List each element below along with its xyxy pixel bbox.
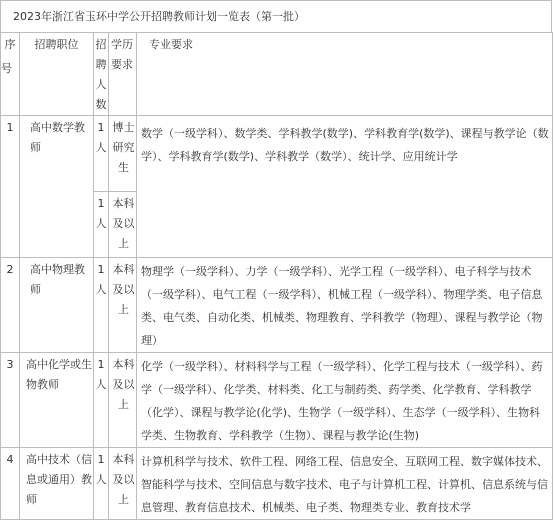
- row-no: [1, 116, 20, 258]
- row-no-text: 3: [6, 358, 14, 371]
- row-major: [137, 448, 553, 520]
- row-no: [1, 353, 20, 448]
- row-position: [20, 353, 94, 448]
- table-row: [1, 116, 553, 192]
- row-major-text: 计算机科学与技术、软件工程、网络工程、信息安全、互联网工程、数字媒体技术、智能科学与技术、空间信息与数字技术、电子与计算机工程、计算机、信息系统与信息管理、教育信息技术、机械类、电子类、物理类专业、教育技术学: [141, 455, 548, 514]
- row-education: [109, 353, 137, 448]
- row-sub-education-text: 本科及以上: [112, 197, 135, 250]
- row-major: [137, 353, 553, 448]
- header-education-text: 学历要求: [111, 38, 133, 71]
- header-major-text: 专业要求: [149, 38, 193, 51]
- recruitment-table: [0, 32, 553, 520]
- header-row: [1, 33, 553, 116]
- row-major-text: 数学（一级学科）、数学类、学科教学(数学)、学科教育学(数学)、课程与教学论（数学）、学科教育学(数学)、学科教学（数学）、统计学、应用统计学: [141, 127, 549, 163]
- row-no-text: 4: [6, 453, 14, 466]
- row-count: [94, 448, 109, 520]
- row-no-text: 2: [6, 263, 14, 276]
- row-position-text: 高中数学教师: [30, 121, 85, 154]
- header-no-top: 序: [4, 38, 16, 51]
- row-major-text: 物理学（一级学科）、力学（一级学科）、光学工程（一级学科）、电子科学与技术（一级学科）、电气工程（一级学科）、机械工程（一级学科）、物理学类、电子信息类、电气类、自动化类、机械类、物理教育、学科教学（物理）、课程与教学论（物理）: [141, 265, 543, 347]
- header-position: [20, 33, 94, 116]
- table-row: [1, 353, 553, 448]
- header-position-text: 招聘职位: [34, 38, 79, 51]
- row-sub-education: [109, 192, 137, 258]
- row-major-text: 化学（一级学科）、材料科学与工程（一级学科）、化学工程与技术（一级学科）、药学（一级学科）、化学类、材料类、化工与制药类、药学类、化学教育、学科教学（化学）、课程与教学论(化学)、生物学（一级学科）、生态学（一级学科）、生物科学类、生物教育、学科教学（生物）、课程与教学论(生物): [141, 360, 543, 442]
- row-position: [20, 448, 94, 520]
- header-no: [1, 33, 20, 116]
- row-education: [109, 116, 137, 192]
- row-education-text: 博士研究生: [112, 121, 135, 174]
- row-sub-count: [94, 192, 109, 258]
- table-row: [1, 448, 553, 520]
- row-major: [137, 116, 553, 258]
- header-education: [109, 33, 137, 116]
- row-count-text: 1人: [95, 358, 107, 391]
- row-no: [1, 448, 20, 520]
- row-education: [109, 258, 137, 353]
- header-major: [137, 33, 553, 116]
- table-row: [1, 258, 553, 353]
- row-education-text: 本科及以上: [112, 263, 135, 316]
- row-count: [94, 116, 109, 192]
- row-no-text: 1: [6, 121, 14, 134]
- row-position: [20, 258, 94, 353]
- row-count: [94, 353, 109, 448]
- row-count-text: 1人: [95, 121, 107, 154]
- row-position-text: 高中技术（信息或通用）教师: [26, 453, 92, 506]
- row-position-text: 高中物理教师: [30, 263, 85, 296]
- row-education: [109, 448, 137, 520]
- row-count-text: 1人: [95, 453, 107, 486]
- row-position: [20, 116, 94, 258]
- header-count: [94, 33, 109, 116]
- row-no: [1, 258, 20, 353]
- row-position-text: 高中化学或生物教师: [26, 358, 92, 391]
- row-education-text: 本科及以上: [112, 453, 135, 506]
- row-count: [94, 258, 109, 353]
- header-no-bottom: 号: [1, 62, 12, 75]
- page-title: 2023年浙江省玉环中学公开招聘教师计划一览表（第一批）: [0, 0, 552, 33]
- row-education-text: 本科及以上: [112, 358, 135, 411]
- row-count-text: 1人: [95, 263, 107, 296]
- row-major: [137, 258, 553, 353]
- header-count-text: 招聘人数: [95, 38, 107, 111]
- row-sub-count-text: 1人: [95, 197, 107, 230]
